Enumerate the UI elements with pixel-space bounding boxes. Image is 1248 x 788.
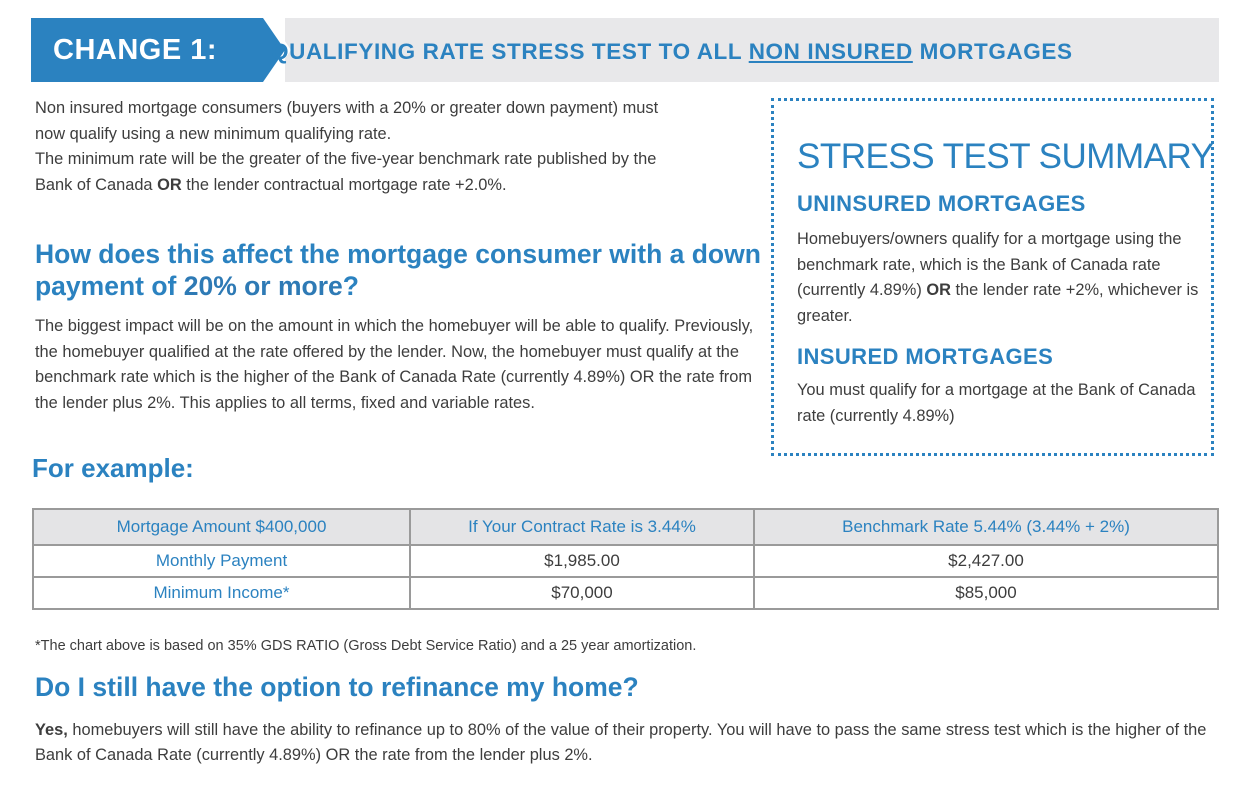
change-title [271, 18, 1073, 86]
refinance-paragraph [35, 718, 1225, 768]
table-cell: $2,427.00 [754, 545, 1218, 577]
table-footnote: *The chart above is based on 35% GDS RATIO (Gross Debt Service Ratio) and a 25 year amortization. [35, 638, 697, 654]
insured-text: You must qualify for a mortgage at the Bank of Canada rate (currently 4.89%) [797, 381, 1196, 425]
table-header-cell: If Your Contract Rate is 3.44% [410, 509, 754, 545]
table-header-cell: Benchmark Rate 5.44% (3.44% + 2%) [754, 509, 1218, 545]
uninsured-or: OR [926, 281, 951, 299]
insured-heading: INSURED MORTGAGES [797, 344, 1054, 369]
uninsured-text [797, 227, 1207, 329]
change-label: CHANGE 1: [53, 34, 218, 66]
question2-end: my home? [498, 672, 639, 702]
question1-end: ? [342, 271, 359, 301]
question2-text: Do I still have the option to [35, 672, 381, 702]
stress-test-summary-box [771, 98, 1214, 456]
intro-or: OR [157, 175, 182, 194]
table-cell: $70,000 [410, 577, 754, 609]
intro-paragraph [35, 96, 685, 198]
table-row-label: Monthly Payment [33, 545, 410, 577]
table-row [33, 545, 1218, 577]
table-header-row [33, 509, 1218, 545]
table-cell: $1,985.00 [410, 545, 754, 577]
example-heading: For example: [32, 453, 194, 483]
intro-line-1: Non insured mortgage consumers (buyers with a 20% or greater down payment) must now qualify using a new minimum qualifying rate. [35, 99, 659, 143]
title-part-end: MORTGAGES [912, 39, 1073, 64]
table-row-label: Minimum Income* [33, 577, 410, 609]
uninsured-text-part: Homebuyers/owners qualify for a mortgage using the benchmark rate, which is the Bank of Canada rate (currently 4.89%) [797, 230, 1182, 299]
question2-emphasis: refinance [380, 672, 499, 702]
table-header-cell: Mortgage Amount $400,000 [33, 509, 410, 545]
summary-title: STRESS TEST SUMMARY [797, 137, 1214, 176]
table-row [33, 577, 1218, 609]
refinance-lead: Yes, [35, 721, 68, 739]
refinance-text: homebuyers will still have the ability to refinance up to 80% of the value of their property. You will have to pass the same stress test which is the higher of the Bank of Canada Rate (currently 4.89%) OR the rate from the lender plus 2%. [35, 721, 1207, 764]
intro-line-2-end: the lender contractual mortgage rate +2.0%. [181, 175, 507, 194]
mortgage-example-table [32, 508, 1219, 610]
header-banner [31, 18, 1219, 82]
table-cell: $85,000 [754, 577, 1218, 609]
question-heading-impact [35, 238, 775, 302]
title-underlined: NON INSURED [748, 39, 913, 64]
question-heading-refinance [35, 672, 639, 703]
uninsured-text-end: the lender rate +2%, whichever is greater. [797, 281, 1199, 325]
uninsured-heading: UNINSURED MORTGAGES [797, 191, 1086, 216]
impact-paragraph: The biggest impact will be on the amount in which the homebuyer will be able to qualify. Previously, the homebuyer qualified at the rate offered by the lender. Now, the homebuyer must qualify at the benchmark rate which is the higher of the Bank of Canada Rate (currently 4.89%) OR the rate from the lender plus 2%. This applies to all terms, fixed and variable rates. [35, 317, 754, 412]
question1-emphasis: 20% or more [183, 271, 343, 301]
intro-line-2: The minimum rate will be the greater of the five-year benchmark rate published by the Bank of Canada [35, 150, 657, 194]
question1-text: How does this affect the mortgage consumer with a down payment of [35, 239, 761, 301]
title-part: QUALIFYING RATE STRESS TEST TO ALL [271, 39, 749, 64]
